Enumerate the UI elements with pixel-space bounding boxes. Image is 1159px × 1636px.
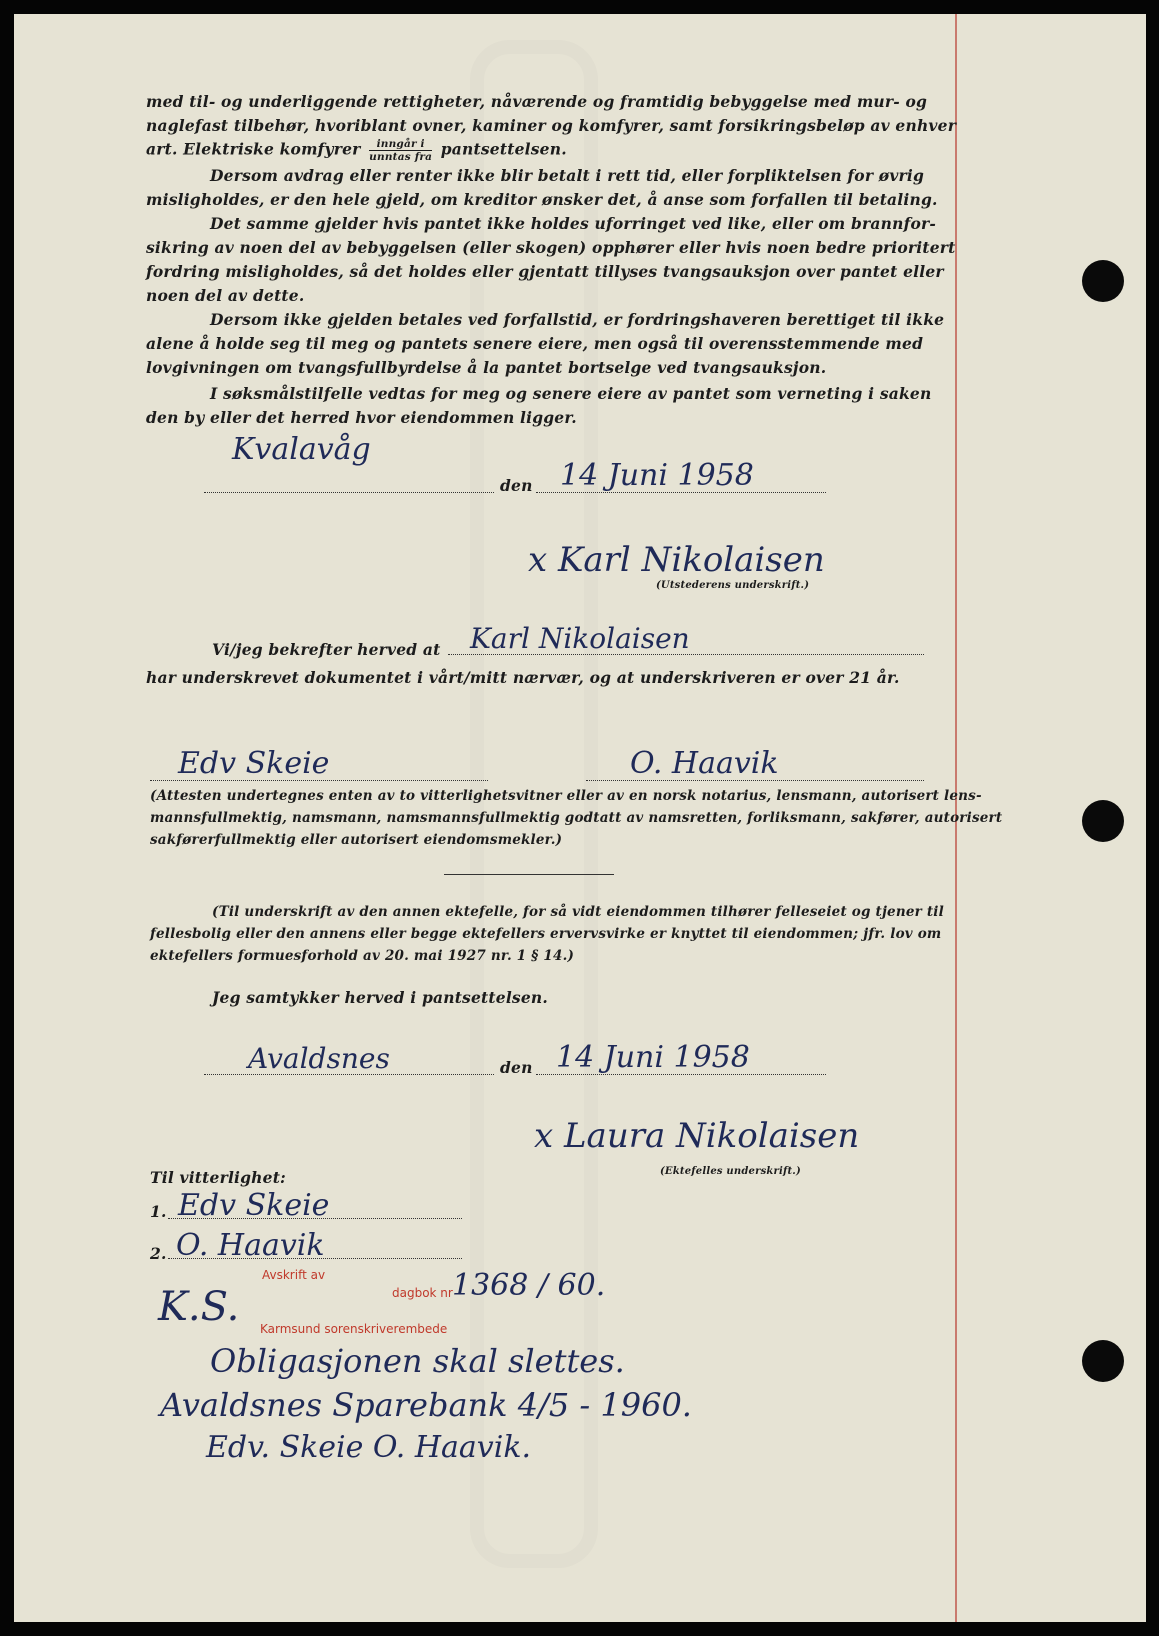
- consent-text: Jeg samtykker herved i pantsettelsen.: [212, 988, 548, 1007]
- witness-1-signature: Edv Skeie: [178, 1188, 330, 1223]
- annotation-line: Edv. Skeie O. Haavik.: [206, 1430, 532, 1465]
- fraction-bottom: unntas fra: [369, 151, 433, 163]
- paragraph-line: misligholdes, er den hele gjeld, om kreditor ønsker det, å anse som forfallen til betaling.: [146, 190, 938, 209]
- witness-signature-1: Edv Skeie: [178, 746, 330, 781]
- witness-2-line: [168, 1258, 462, 1259]
- consent-place-handwriting: Avaldsnes: [248, 1042, 390, 1075]
- attest-note-line: (Attesten undertegnes enten av to vitterlighetsvitner eller av en norsk notarius, lensmann, autorisert lens-: [150, 788, 982, 804]
- witness-signature-2: O. Haavik: [630, 746, 779, 781]
- paragraph-line: I søksmålstilfelle vedtas for meg og senere eiere av pantet som verneting i saken: [210, 384, 932, 403]
- witness-heading: Til vitterlighet:: [150, 1168, 286, 1187]
- paragraph-text: art. Elektriske komfyrer: [146, 139, 361, 159]
- date-label: den: [500, 476, 533, 495]
- stamp-transcript-label: Avskrift av: [262, 1268, 326, 1282]
- paragraph-line: naglefast tilbehør, hvoriblant ovner, kaminer og komfyrer, samt forsikringsbeløp av enhver: [146, 116, 957, 135]
- date-handwriting: 14 Juni 1958: [560, 458, 754, 493]
- confirm-text: har underskrevet dokumentet i vårt/mitt nærvær, og at underskriveren er over 21 år.: [146, 668, 900, 687]
- witness-number-2: 2.: [150, 1244, 167, 1263]
- annotation-line: Avaldsnes Sparebank 4/5 - 1960.: [160, 1386, 692, 1424]
- consent-date-label: den: [500, 1058, 533, 1077]
- punch-hole-middle: [1082, 800, 1124, 842]
- paragraph-line: Dersom ikke gjelden betales ved forfallstid, er fordringshaveren berettiget til ikke: [210, 310, 945, 329]
- stamp-office: Karmsund sorenskriverembede: [260, 1322, 448, 1336]
- ks-annotation: K.S.: [158, 1284, 240, 1330]
- witness-line-2: [586, 780, 924, 781]
- paragraph-line: noen del av dette.: [146, 286, 305, 305]
- spouse-note-line: ektefellers formuesforhold av 20. mai 1927 nr. 1 § 14.): [150, 948, 575, 964]
- section-divider: [444, 874, 614, 875]
- signature-caption: (Utstederens underskrift.): [656, 580, 810, 591]
- paragraph-line: den by eller det herred hvor eiendommen ligger.: [146, 408, 577, 427]
- paragraph-line: med til- og underliggende rettigheter, nåværende og framtidig bebyggelse med mur- og: [146, 92, 928, 111]
- paragraph-line: fordring misligholdes, så det holdes eller gjentatt tillyses tvangsauksjon over pantet eller: [146, 262, 944, 281]
- paragraph-line: alene å holde seg til meg og pantets senere eiere, men også til overensstemmende med: [146, 334, 924, 353]
- spouse-signature-caption: (Ektefelles underskrift.): [660, 1166, 801, 1177]
- confirm-label: Vi/jeg bekrefter herved at: [212, 640, 441, 659]
- stamp-diary-number: 1368 / 60.: [452, 1268, 606, 1303]
- attest-note-line: mannsfullmektig, namsmann, namsmannsfullmektig godtatt av namsretten, forliksmann, sakfører, autorisert: [150, 810, 1003, 826]
- issuer-signature: x Karl Nikolaisen: [528, 540, 825, 580]
- attest-note-line: sakførerfullmektig eller autorisert eiendomsmekler.): [150, 832, 563, 848]
- witness-line-1: [150, 780, 488, 781]
- spouse-note-line: fellesbolig eller den annens eller begge ektefellers ervervsvirke er knyttet til eiendommen; jfr. lov om: [150, 926, 942, 942]
- fraction-top: inngår i: [369, 138, 432, 151]
- witness-1-line: [168, 1218, 462, 1219]
- fraction-choice: [369, 138, 432, 163]
- place-handwriting: Kvalavåg: [232, 432, 371, 467]
- consent-place-line: [204, 1074, 494, 1075]
- witness-2-signature: O. Haavik: [176, 1228, 325, 1263]
- paragraph-text: pantsettelsen.: [440, 139, 567, 159]
- witness-number-1: 1.: [150, 1202, 167, 1221]
- spouse-signature: x Laura Nikolaisen: [534, 1116, 860, 1156]
- paragraph-line: Det samme gjelder hvis pantet ikke holdes uforringet ved like, eller om brannfor-: [210, 214, 936, 233]
- place-line: [204, 492, 494, 493]
- punch-hole-bottom: [1082, 1340, 1124, 1382]
- confirm-name-handwriting: Karl Nikolaisen: [470, 622, 690, 655]
- paragraph-line: [146, 138, 567, 163]
- annotation-line: Obligasjonen skal slettes.: [210, 1342, 625, 1380]
- paragraph-line: lovgivningen om tvangsfullbyrdelse å la pantet bortselge ved tvangsauksjon.: [146, 358, 827, 377]
- spouse-note-line: (Til underskrift av den annen ektefelle, for så vidt eiendommen tilhører felleseiet og tjener til: [212, 904, 944, 920]
- consent-date-handwriting: 14 Juni 1958: [556, 1040, 750, 1075]
- stamp-diary-label: dagbok nr: [392, 1286, 453, 1300]
- paragraph-line: Dersom avdrag eller renter ikke blir betalt i rett tid, eller forpliktelsen for øvrig: [210, 166, 925, 185]
- punch-hole-top: [1082, 260, 1124, 302]
- paragraph-line: sikring av noen del av bebyggelsen (eller skogen) opphører eller hvis noen bedre prioritert: [146, 238, 956, 257]
